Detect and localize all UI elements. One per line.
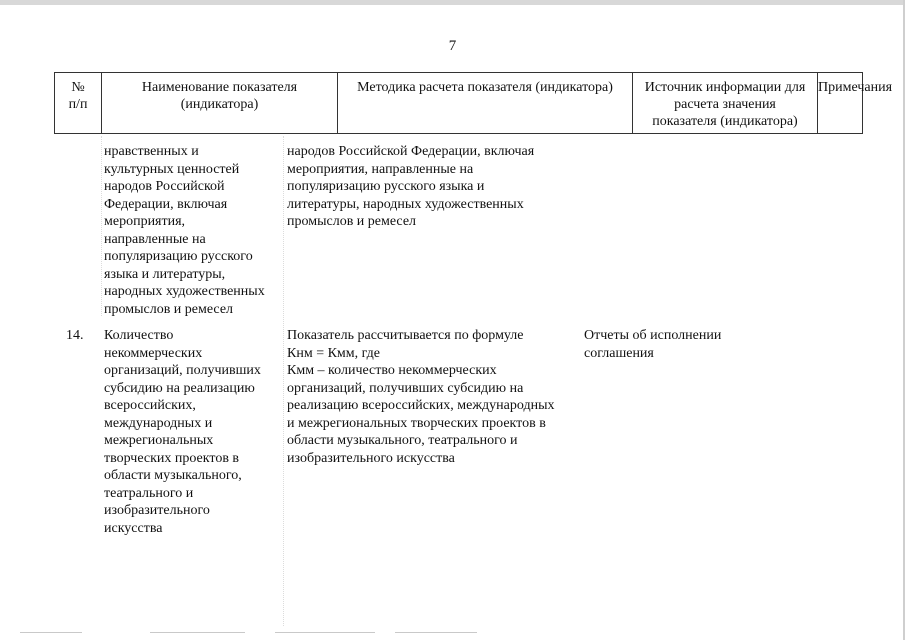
row-information-source: Отчеты об исполнении соглашения [584,328,722,361]
header-number: № п/п [55,73,102,133]
scan-artifact [275,632,375,633]
row-calculation-method: Показатель рассчитывается по формуле Кнм = Кмм, где Кмм – количество некоммерческих организаций, получивших субсидию на реализацию всероссийских, международных и межрегиональных творческих проектов в области музыкального, театрального и изобразительного искусства [287,328,555,466]
scan-artifact [395,632,477,633]
scan-border-top [0,0,905,5]
continuation-method: народов Российской Федерации, включая мероприятия, направленные на популяризацию русского языка и литературы, народных художественных промыслов и ремесел [287,144,535,229]
header-indicator-name: Наименование показателя (индикатора) [102,73,338,133]
header-calculation-method: Методика расчета показателя (индикатора) [338,73,633,133]
row-indicator-name: Количество некоммерческих организаций, получивших субсидию на реализацию всероссийских, международных и межрегиональных творческих проектов в области музыкального, театрального и изобразительного искусства [104,328,261,536]
continuation-indicator-name: нравственных и культурных ценностей народов Российской Федерации, включая мероприятия, направленные на популяризацию русского языка и литературы, народных художественных промыслов и ремесел [104,144,265,317]
header-notes: Примечания [818,80,893,95]
row-number: 14. [66,328,84,343]
scan-artifact [150,632,245,633]
table-header [54,72,893,134]
header-information-source: Источник информации для расчета значения показателя (индикатора) [633,73,818,133]
column-divider [101,136,102,316]
column-divider [283,136,284,626]
scan-artifact [20,632,82,633]
page-number: 7 [448,38,457,54]
